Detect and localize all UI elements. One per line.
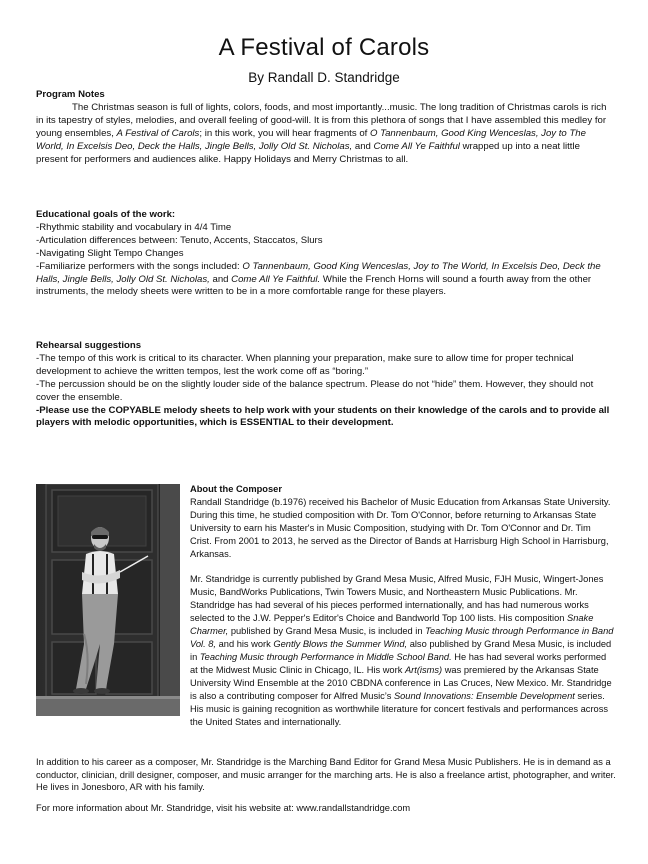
- italic-title: Teaching Music through Performance in Band Vol. 8,: [190, 626, 614, 649]
- goal-item: -Navigating Slight Tempo Changes: [36, 247, 184, 259]
- italic-title: Sound Innovations: Ensemble Development: [393, 691, 575, 701]
- rehearsal-item: -The tempo of this work is critical to its character. When planning your preparation, make sure to allow time for proper technical development to achieve the written tempos, lest the work come off as “boring.”: [36, 352, 574, 377]
- text-run: wrapped up into a neat little present for performers and audiences alike. Happy Holidays and Merry Christmas to all.: [36, 140, 580, 165]
- text-run: Mr. Standridge is currently published by Grand Mesa Music, Alfred Music, FJH Music, Wingert-Jones Music, BandWorks Publications, Twin Towers Music, and Northeastern Music Publications. Mr. Standridge has had several of his pieces performed internationally, and has had numerous works selected to the J.W. Pepper's Editor's Choice and Bandworld Top 100 lists. His composition: [190, 574, 604, 623]
- composer-publications-paragraph: [190, 573, 614, 729]
- composer-photo: [36, 484, 180, 716]
- italic-title: A Festival of Carols: [116, 127, 200, 139]
- text-run: also published by Grand Mesa Music, is included in: [190, 639, 612, 662]
- rehearsal-item: -The percussion should be on the slightly louder side of the balance spectrum. Please do not “hide” them. However, they should not cover the ensemble.: [36, 378, 594, 403]
- about-composer-heading: About the Composer: [190, 484, 282, 494]
- closing-section: [36, 756, 616, 814]
- italic-title: Snake Charmer,: [190, 613, 594, 636]
- italic-title: Come All Ye Faithful: [373, 140, 460, 152]
- italic-title: Gently Blows the Summer Wind,: [273, 639, 408, 649]
- goal-item: -Articulation differences between: Tenuto, Accents, Staccatos, Slurs: [36, 234, 323, 246]
- website-line: For more information about Mr. Standridge, visit his website at: www.randallstandridge.com: [36, 802, 411, 813]
- rehearsal-item-important: -Please use the COPYABLE melody sheets to help work with your students on their knowledge of the carols and to provide all players with melodic opportunities, which is ESSENTIAL to their development.: [36, 404, 610, 429]
- composer-bio-paragraph: Randall Standridge (b.1976) received his Bachelor of Music Education from Arkansas State University. During this time, he studied composition with Dr. Tom O'Connor, before returning to Arkansas State University to earn his Master's in Music Composition, studying with Dr. Tom O'Connor and Dr. Tim Crist. From 2001 to 2013, he served as the Director of Bands at Harrisburg High School in Harrisburg, Arkansas.: [190, 497, 611, 559]
- program-notes-section: [36, 89, 612, 166]
- text-run: was premiered by the Arkansas State University Wind Ensemble at the 2010 CBDNA conference in Las Cruces, New Mexico. Mr. Standridge is also a contributing composer for Alfred Music’s: [190, 665, 612, 701]
- program-notes-body: [36, 102, 612, 167]
- closing-paragraph: In addition to his career as a composer, Mr. Standridge is the Marching Band Editor for Grand Mesa Music Publishers. He is in demand as a conductor, clinician, drill designer, composer, and music arranger for the marching arts. He is also a freelance artist, photographer, and writer. He lives in Jonesboro, AR with his family.: [36, 757, 616, 793]
- text-run: and his work: [216, 639, 274, 649]
- italic-title: Art(isms): [404, 665, 443, 675]
- author-byline: By Randall D. Standridge: [248, 70, 400, 85]
- text-run: series. His music is gaining recognition as worthwhile literature for concert festivals and performances across the United States and internationally.: [190, 691, 609, 727]
- rehearsal-heading: Rehearsal suggestions: [36, 340, 142, 351]
- italic-title: O Tannenbaum, Good King Wenceslas, Joy to The World, In Excelsis Deo, Deck the Halls, Jingle Bells, Jolly Old St. Nicholas,: [36, 260, 601, 285]
- text-run: He has had several works performed at the Midwest Music Clinic in Chicago, IL. His work: [190, 652, 607, 675]
- italic-title: Teaching Music through Performance in Middle School Band.: [199, 652, 452, 662]
- italic-title: Come All Ye Faithful.: [231, 273, 321, 285]
- text-run: published by Grand Mesa Music, is included in: [228, 626, 426, 636]
- educational-goals-section: [36, 209, 612, 299]
- program-notes-heading: Program Notes: [36, 89, 105, 100]
- italic-title: O Tannenbaum, Good King Wenceslas, Joy to The World, In Excelsis Deo, Deck the Halls, Jingle Bells, Jolly Old St. Nicholas,: [36, 127, 586, 152]
- text-run: and: [209, 273, 232, 285]
- text-run: -Familiarize performers with the songs included:: [36, 260, 243, 272]
- text-run: The Christmas season is full of lights, colors, foods, and most importantly...music. The long tradition of Christmas carols is rich in its tapestry of styles, melodies, and overall feeling of good-will. It is from this plethora of songs that I have assembled this medley for young ensembles,: [36, 101, 607, 139]
- text-run: and: [352, 140, 374, 152]
- text-run: ; in this work, you will hear fragments of: [199, 127, 370, 139]
- text-run: While the French Horns will sound a fourth away from the other instruments, the melody sheets were written to be in a more comfortable range for these players.: [36, 273, 592, 298]
- educational-goals-heading: Educational goals of the work:: [36, 209, 176, 220]
- goal-item: -Rhythmic stability and vocabulary in 4/4 Time: [36, 221, 232, 233]
- goal-item-songs: [36, 261, 612, 300]
- document-title: A Festival of Carols: [218, 34, 430, 61]
- rehearsal-suggestions-section: [36, 340, 612, 430]
- about-composer-section: [190, 483, 614, 729]
